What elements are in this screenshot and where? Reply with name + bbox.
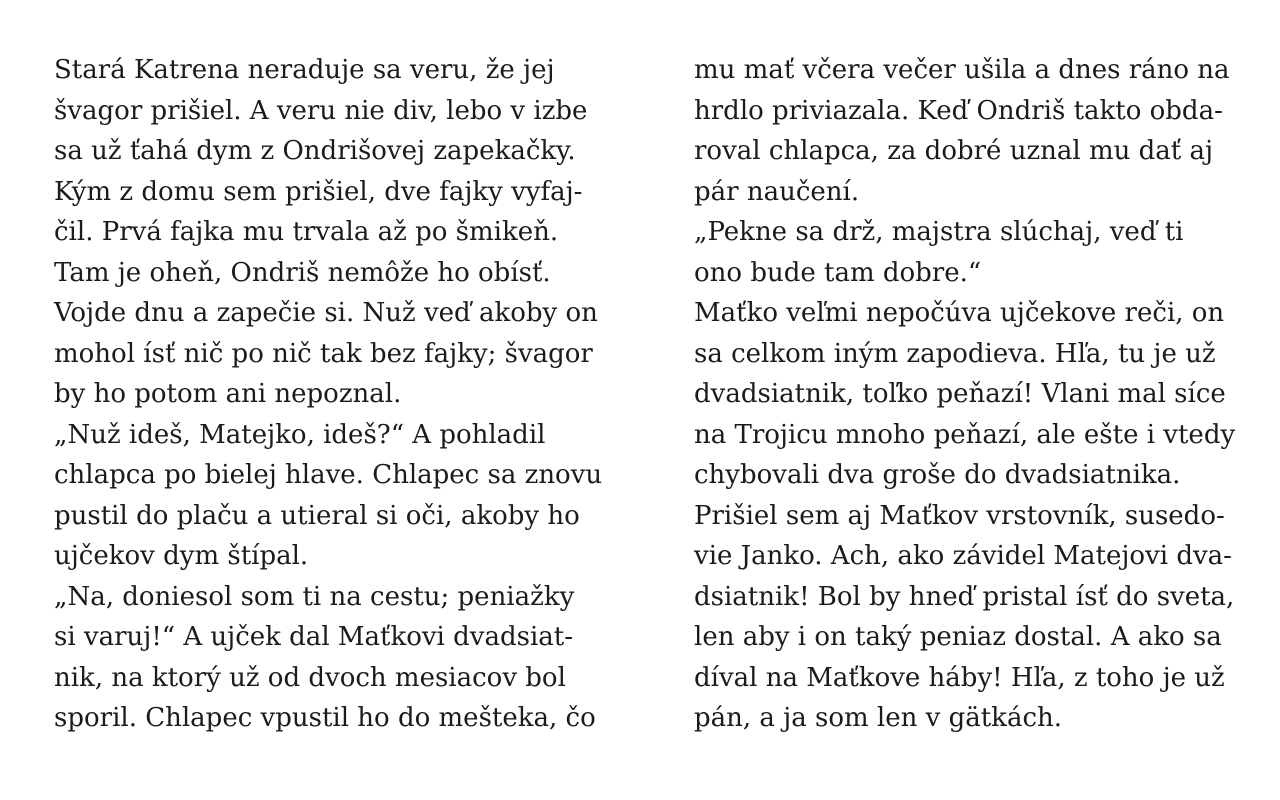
text-line: na Trojicu mnoho peňazí, ale ešte i vtedy <box>694 419 1236 450</box>
text-line: Stará Katrena neraduje sa veru, že jej <box>54 55 555 85</box>
text-line: Maťko veľmi nepočúva ujčekove reči, on <box>694 298 1225 328</box>
text-line: nik, na ktorý už od dvoch mesiacov bol <box>54 662 566 693</box>
text-line: pustil do plaču a utieral si oči, akoby ho <box>54 500 580 531</box>
text-line: chlapca po bielej hlave. Chlapec sa znovu <box>54 460 603 490</box>
text-line: sa celkom iným zapodieva. Hľa, tu je už <box>694 338 1216 369</box>
text-line: švagor prišiel. A veru nie div, lebo v izbe <box>54 95 588 126</box>
text-line: chybovali dva groše do dvadsiatnika. <box>694 460 1181 490</box>
text-line: Prišiel sem aj Maťkov vrstovník, susedo- <box>694 500 1225 531</box>
text-line: čil. Prvá fajka mu trvala až po šmikeň. <box>54 217 559 247</box>
text-line: mu mať včera večer ušila a dnes ráno na <box>694 55 1230 85</box>
text-line: „Nuž ideš, Matejko, ideš?“ A pohladil <box>54 419 546 450</box>
text-line: ono bude tam dobre.“ <box>694 257 982 288</box>
text-line: pár naučení. <box>694 176 860 207</box>
text-line: hrdlo priviazala. Keď Ondriš takto obda- <box>694 95 1223 126</box>
text-line: sporil. Chlapec vpustil ho do mešteka, čo <box>54 703 596 733</box>
text-line: by ho potom ani nepoznal. <box>54 379 402 409</box>
left-page <box>54 50 614 739</box>
text-line: pán, a ja som len v gätkách. <box>694 703 1063 733</box>
text-line: Kým z domu sem prišiel, dve fajky vyfaj- <box>54 176 583 207</box>
text-line: díval na Maťkove háby! Hľa, z toho je už <box>694 662 1225 693</box>
text-line: ujčekov dym štípal. <box>54 541 309 571</box>
text-line: sa už ťahá dym z Ondrišovej zapekačky. <box>54 136 576 166</box>
text-line: si varuj!“ A ujček dal Maťkovi dvadsiat- <box>54 622 574 652</box>
text-line: len aby i on taký peniaz dostal. A ako sa <box>694 622 1222 652</box>
text-line: „Na, doniesol som ti na cestu; peniažky <box>54 581 575 612</box>
text-line: vie Janko. Ach, ako závidel Matejovi dva- <box>694 541 1232 571</box>
text-line: dvadsiatnik, toľko peňazí! Vlani mal síce <box>694 379 1226 409</box>
text-line: mohol ísť nič po nič tak bez fajky; švagor <box>54 338 593 369</box>
right-page <box>694 50 1254 739</box>
text-line: roval chlapca, za dobré uznal mu dať aj <box>694 136 1214 166</box>
text-line: dsiatnik! Bol by hneď pristal ísť do sveta, <box>694 581 1235 612</box>
text-line: Vojde dnu a zapečie si. Nuž veď akoby on <box>54 298 598 328</box>
text-line: „Pekne sa drž, majstra slúchaj, veď ti <box>694 217 1184 247</box>
text-line: Tam je oheň, Ondriš nemôže ho obísť. <box>54 257 551 288</box>
